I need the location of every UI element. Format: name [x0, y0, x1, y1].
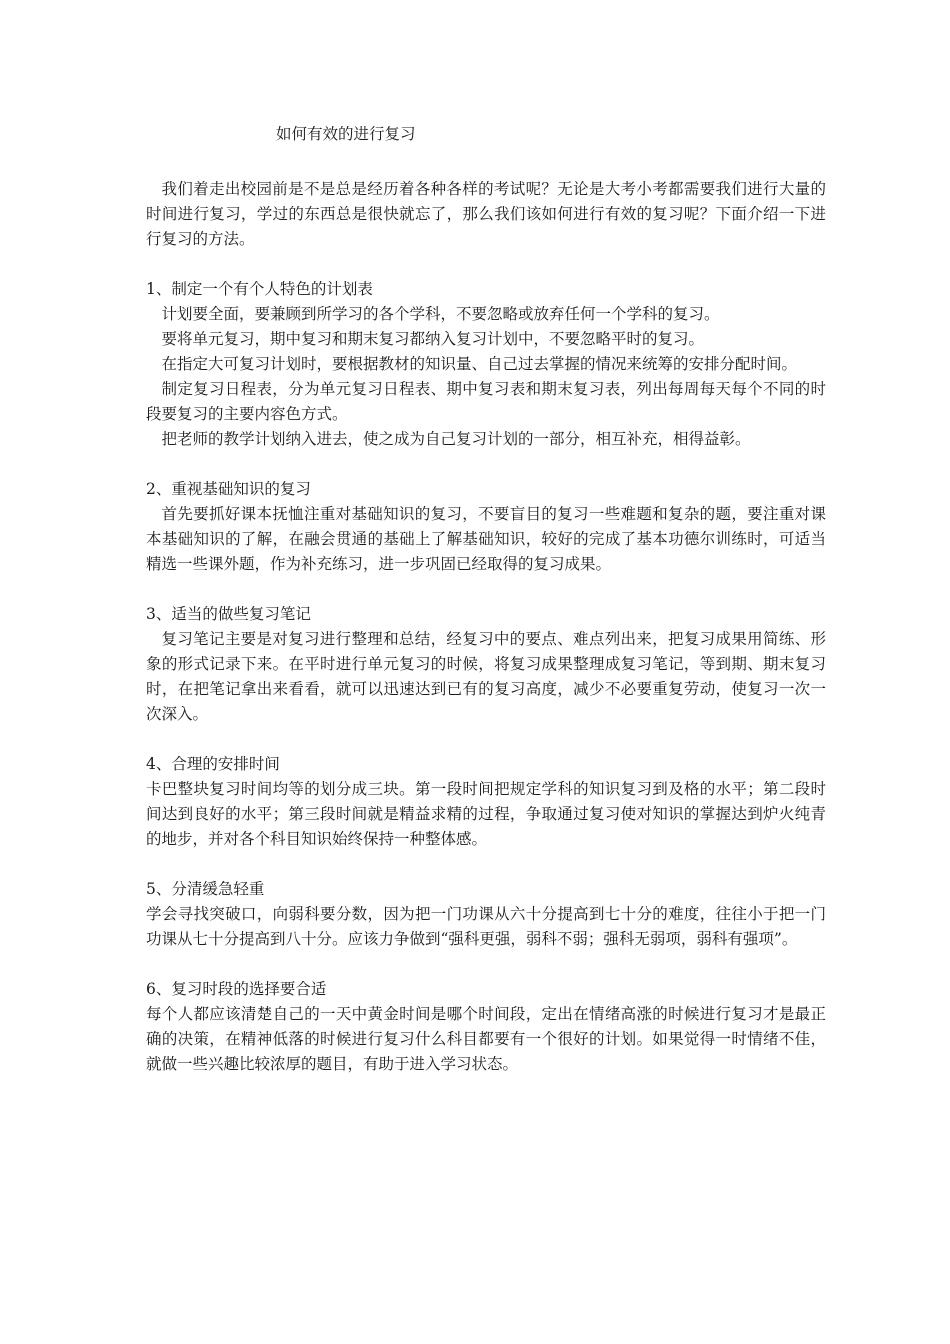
section-timing [146, 977, 826, 1077]
section-paragraph: 卡巴整块复习时间均等的划分成三块。第一段时间把规定学科的知识复习到及格的水平；第二段时间达到良好的水平；第三段时间就是精益求精的过程，争取通过复习使对知识的掌握达到炉火纯青的地步，并对各个科目知识始终保持一种整体感。 [146, 780, 826, 848]
section-heading: 6、复习时段的选择要合适 [146, 980, 327, 998]
document-page [146, 122, 826, 1077]
section-paragraph: 在指定大可复习计划时，要根据教材的知识量、自己过去掌握的情况来统筹的安排分配时间。 [161, 355, 798, 373]
section-paragraph: 计划要全面，要兼顾到所学习的各个学科，不要忽略或放弃任何一个学科的复习。 [161, 305, 720, 323]
spacer [146, 727, 826, 752]
section-paragraph: 制定复习日程表，分为单元复习日程表、期中复习表和期末复习表，列出每周每天每个不同的时段要复习的主要内容色方式。 [146, 380, 826, 423]
spacer [146, 252, 826, 277]
section-heading: 2、重视基础知识的复习 [146, 480, 311, 498]
section-basics [146, 477, 826, 577]
spacer [146, 852, 826, 877]
section-paragraph: 首先要抓好课本抚恤注重对基础知识的复习，不要盲目的复习一些难题和复杂的题，要注重对课本基础知识的了解，在融会贯通的基础上了解基础知识，较好的完成了基本功德尔训练时，可适当精选一些课外题，作为补充练习，进一步巩固已经取得的复习成果。 [146, 505, 826, 573]
section-paragraph: 要将单元复习，期中复习和期末复习都纳入复习计划中，不要忽略平时的复习。 [161, 330, 705, 348]
section-priority [146, 877, 826, 952]
section-heading: 5、分清缓急轻重 [146, 880, 265, 898]
spacer [146, 452, 826, 477]
spacer [146, 577, 826, 602]
section-plan [146, 277, 826, 452]
section-heading: 1、制定一个有个人特色的计划表 [146, 280, 373, 298]
section-paragraph: 复习笔记主要是对复习进行整理和总结，经复习中的要点、难点列出来，把复习成果用简练、形象的形式记录下来。在平时进行单元复习的时候，将复习成果整理成复习笔记，等到期、期末复习时，在把笔记拿出来看看，就可以迅速达到已有的复习高度，减少不必要重复劳动，使复习一次一次深入。 [146, 630, 826, 723]
document-title: 如何有效的进行复习 [276, 125, 416, 143]
section-heading: 4、合理的安排时间 [146, 755, 280, 773]
spacer [146, 952, 826, 977]
section-paragraph: 学会寻找突破口，向弱科要分数，因为把一门功课从六十分提高到七十分的难度，往往小于把一门功课从七十分提高到八十分。应该力争做到“强科更强，弱科不弱；强科无弱项，弱科有强项”。 [146, 905, 826, 948]
intro-paragraph: 我们着走出校园前是不是总是经历着各种各样的考试呢？无论是大考小考都需要我们进行大量的时间进行复习，学过的东西总是很快就忘了，那么我们该如何进行有效的复习呢？下面介绍一下进行复习的方法。 [146, 180, 826, 248]
section-heading: 3、适当的做些复习笔记 [146, 605, 311, 623]
section-notes [146, 602, 826, 727]
section-time [146, 752, 826, 852]
section-paragraph: 把老师的教学计划纳入进去，使之成为自己复习计划的一部分，相互补充，相得益彰。 [161, 430, 751, 448]
section-paragraph: 每个人都应该清楚自己的一天中黄金时间是哪个时间段，定出在情绪高涨的时候进行复习才是最正确的决策，在精神低落的时候进行复习什么科目都要有一个很好的计划。如果觉得一时情绪不佳，就做一些兴趣比较浓厚的题目，有助于进入学习状态。 [146, 1005, 826, 1073]
